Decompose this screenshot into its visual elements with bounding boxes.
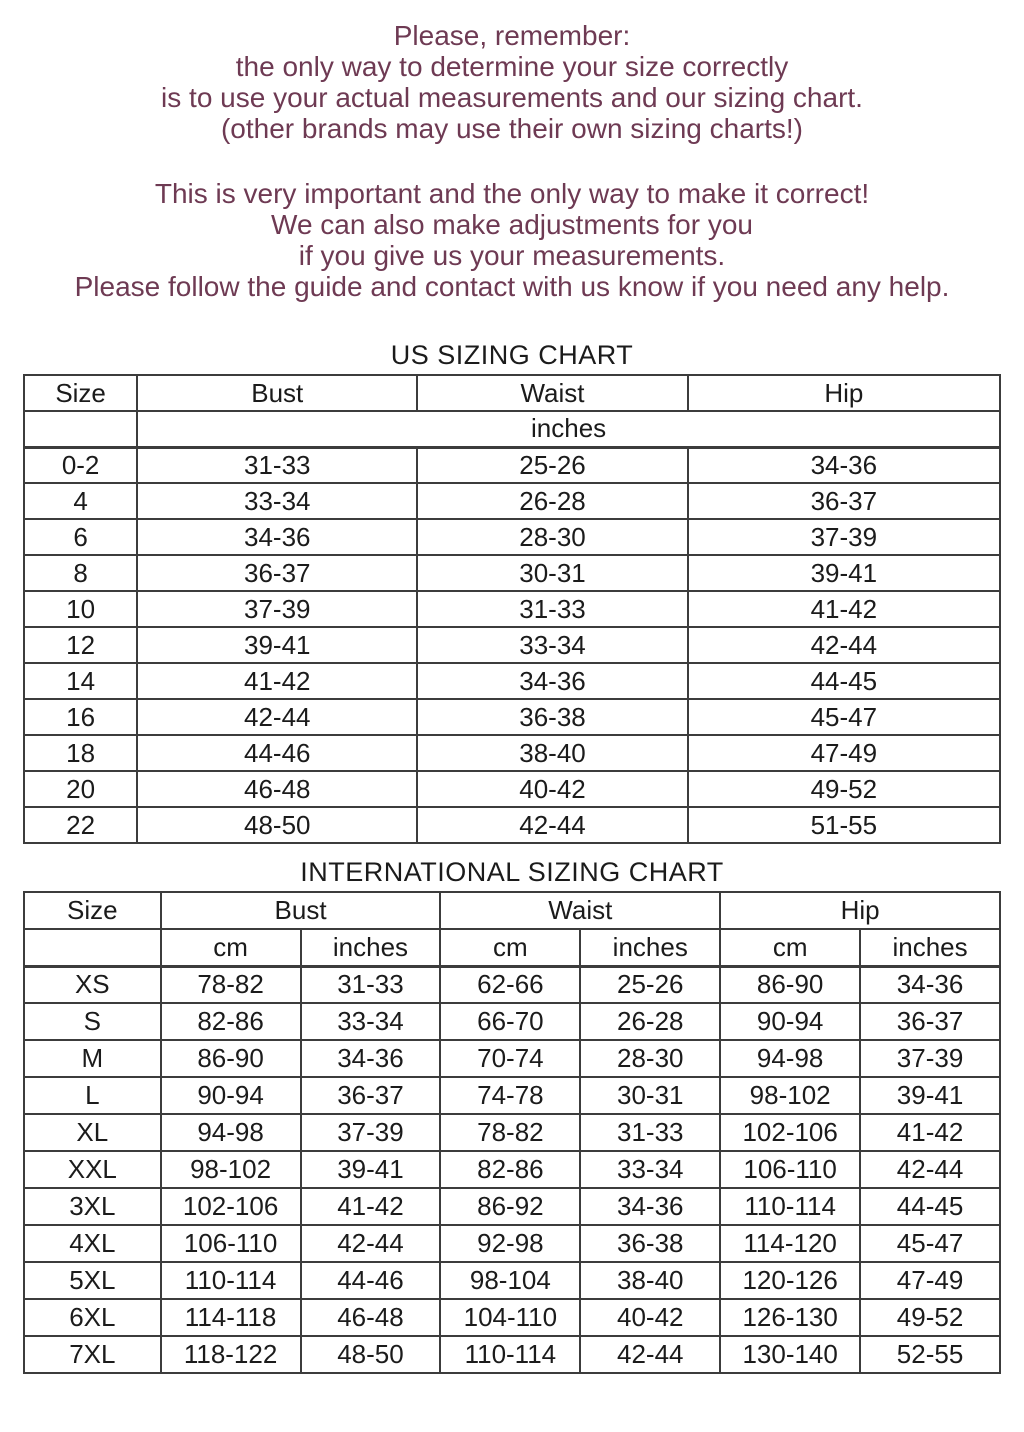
measurement-cell: 102-106	[720, 1114, 860, 1151]
measurement-cell: 110-114	[161, 1262, 301, 1299]
measurement-cell: 37-39	[137, 591, 417, 627]
table-row	[24, 447, 1000, 483]
measurement-cell: 86-92	[440, 1188, 580, 1225]
us-header-row	[24, 375, 1000, 411]
measurement-cell: 37-39	[301, 1114, 441, 1151]
measurement-cell: 38-40	[580, 1262, 720, 1299]
measurement-cell: 40-42	[417, 771, 687, 807]
measurement-cell: 36-37	[860, 1003, 1000, 1040]
measurement-cell: 92-98	[440, 1225, 580, 1262]
measurement-cell: 42-44	[417, 807, 687, 843]
hip-inches-label: inches	[860, 929, 1000, 966]
table-row	[24, 663, 1000, 699]
measurement-cell: 44-46	[301, 1262, 441, 1299]
measurement-cell: 39-41	[860, 1077, 1000, 1114]
us-units-cell: inches	[137, 411, 1000, 447]
measurement-cell: 44-45	[860, 1188, 1000, 1225]
table-row	[24, 627, 1000, 663]
measurement-cell: 33-34	[417, 627, 687, 663]
measurement-cell: 106-110	[161, 1225, 301, 1262]
measurement-cell: 45-47	[688, 699, 1000, 735]
measurement-cell: 40-42	[580, 1299, 720, 1336]
measurement-cell: 104-110	[440, 1299, 580, 1336]
measurement-cell: 36-38	[417, 699, 687, 735]
measurement-cell: 44-45	[688, 663, 1000, 699]
measurement-cell: 33-34	[137, 483, 417, 519]
measurement-cell: 51-55	[688, 807, 1000, 843]
measurement-cell: 78-82	[161, 966, 301, 1003]
international-sizing-table	[23, 891, 1001, 1374]
hip-cm-label: cm	[720, 929, 860, 966]
size-cell: S	[24, 1003, 161, 1040]
measurement-cell: 86-90	[720, 966, 860, 1003]
bust-inches-label: inches	[301, 929, 441, 966]
measurement-cell: 36-37	[137, 555, 417, 591]
measurement-cell: 118-122	[161, 1336, 301, 1373]
size-cell: XL	[24, 1114, 161, 1151]
table-row	[24, 1003, 1000, 1040]
size-cell: 22	[24, 807, 137, 843]
measurement-cell: 26-28	[417, 483, 687, 519]
intro-line: the only way to determine your size correctly	[235, 51, 789, 82]
measurement-cell: 74-78	[440, 1077, 580, 1114]
measurement-cell: 39-41	[688, 555, 1000, 591]
intro-paragraph-2	[0, 178, 1024, 302]
intro-paragraph-1	[0, 20, 1024, 144]
measurement-cell: 45-47	[860, 1225, 1000, 1262]
measurement-cell: 30-31	[417, 555, 687, 591]
measurement-cell: 42-44	[860, 1151, 1000, 1188]
size-cell: XS	[24, 966, 161, 1003]
measurement-cell: 34-36	[688, 447, 1000, 483]
measurement-cell: 82-86	[161, 1003, 301, 1040]
intl-col-waist: Waist	[440, 892, 720, 929]
us-units-row	[24, 411, 1000, 447]
measurement-cell: 49-52	[688, 771, 1000, 807]
measurement-cell: 62-66	[440, 966, 580, 1003]
measurement-cell: 33-34	[301, 1003, 441, 1040]
measurement-cell: 25-26	[417, 447, 687, 483]
measurement-cell: 98-104	[440, 1262, 580, 1299]
measurement-cell: 48-50	[137, 807, 417, 843]
measurement-cell: 82-86	[440, 1151, 580, 1188]
intl-table-header	[24, 892, 1000, 966]
measurement-cell: 130-140	[720, 1336, 860, 1373]
measurement-cell: 70-74	[440, 1040, 580, 1077]
intro-line: This is very important and the only way to make it correct!	[154, 178, 870, 209]
intl-table-body	[24, 966, 1000, 1373]
measurement-cell: 38-40	[417, 735, 687, 771]
measurement-cell: 39-41	[301, 1151, 441, 1188]
size-cell: 14	[24, 663, 137, 699]
measurement-cell: 34-36	[580, 1188, 720, 1225]
table-row	[24, 1262, 1000, 1299]
us-chart-title: US SIZING CHART	[390, 340, 634, 370]
size-cell: 5XL	[24, 1262, 161, 1299]
size-cell: 20	[24, 771, 137, 807]
measurement-cell: 94-98	[161, 1114, 301, 1151]
measurement-cell: 110-114	[720, 1188, 860, 1225]
measurement-cell: 39-41	[137, 627, 417, 663]
us-col-waist: Waist	[417, 375, 687, 411]
measurement-cell: 28-30	[580, 1040, 720, 1077]
table-row	[24, 1040, 1000, 1077]
size-cell: L	[24, 1077, 161, 1114]
table-row	[24, 1151, 1000, 1188]
table-row	[24, 1299, 1000, 1336]
measurement-cell: 28-30	[417, 519, 687, 555]
measurement-cell: 41-42	[688, 591, 1000, 627]
table-row	[24, 555, 1000, 591]
measurement-cell: 41-42	[860, 1114, 1000, 1151]
measurement-cell: 41-42	[301, 1188, 441, 1225]
measurement-cell: 33-34	[580, 1151, 720, 1188]
measurement-cell: 90-94	[161, 1077, 301, 1114]
measurement-cell: 31-33	[417, 591, 687, 627]
measurement-cell: 98-102	[161, 1151, 301, 1188]
measurement-cell: 49-52	[860, 1299, 1000, 1336]
intro-line: Please follow the guide and contact with us know if you need any help.	[74, 271, 950, 302]
measurement-cell: 25-26	[580, 966, 720, 1003]
measurement-cell: 42-44	[688, 627, 1000, 663]
intl-col-bust: Bust	[161, 892, 441, 929]
measurement-cell: 102-106	[161, 1188, 301, 1225]
measurement-cell: 44-46	[137, 735, 417, 771]
table-row	[24, 966, 1000, 1003]
measurement-cell: 31-33	[580, 1114, 720, 1151]
measurement-cell: 36-37	[301, 1077, 441, 1114]
intro-line: is to use your actual measurements and our sizing chart.	[161, 82, 863, 113]
intro-line: We can also make adjustments for you	[271, 209, 753, 240]
table-row	[24, 519, 1000, 555]
measurement-cell: 48-50	[301, 1336, 441, 1373]
table-row	[24, 807, 1000, 843]
size-cell: 6XL	[24, 1299, 161, 1336]
measurement-cell: 42-44	[137, 699, 417, 735]
us-table-header	[24, 375, 1000, 447]
size-cell: 4	[24, 483, 137, 519]
table-row	[24, 483, 1000, 519]
measurement-cell: 98-102	[720, 1077, 860, 1114]
intl-chart-title: INTERNATIONAL SIZING CHART	[300, 857, 724, 887]
empty-cell	[24, 929, 161, 966]
measurement-cell: 46-48	[301, 1299, 441, 1336]
intl-col-size: Size	[24, 892, 161, 929]
measurement-cell: 26-28	[580, 1003, 720, 1040]
bust-cm-label: cm	[161, 929, 301, 966]
measurement-cell: 78-82	[440, 1114, 580, 1151]
waist-inches-label: inches	[580, 929, 720, 966]
measurement-cell: 41-42	[137, 663, 417, 699]
measurement-cell: 34-36	[301, 1040, 441, 1077]
us-col-hip: Hip	[688, 375, 1000, 411]
measurement-cell: 31-33	[301, 966, 441, 1003]
size-cell: M	[24, 1040, 161, 1077]
measurement-cell: 47-49	[860, 1262, 1000, 1299]
measurement-cell: 66-70	[440, 1003, 580, 1040]
size-cell: 4XL	[24, 1225, 161, 1262]
measurement-cell: 52-55	[860, 1336, 1000, 1373]
table-row	[24, 591, 1000, 627]
table-row	[24, 1336, 1000, 1373]
table-row	[24, 1188, 1000, 1225]
measurement-cell: 86-90	[161, 1040, 301, 1077]
intl-header-row	[24, 892, 1000, 929]
size-cell: 10	[24, 591, 137, 627]
us-col-bust: Bust	[137, 375, 417, 411]
table-row	[24, 1077, 1000, 1114]
measurement-cell: 114-120	[720, 1225, 860, 1262]
size-cell: 8	[24, 555, 137, 591]
empty-cell	[24, 411, 137, 447]
measurement-cell: 36-38	[580, 1225, 720, 1262]
table-row	[24, 771, 1000, 807]
measurement-cell: 114-118	[161, 1299, 301, 1336]
measurement-cell: 47-49	[688, 735, 1000, 771]
measurement-cell: 34-36	[860, 966, 1000, 1003]
size-cell: 3XL	[24, 1188, 161, 1225]
size-cell: 16	[24, 699, 137, 735]
measurement-cell: 42-44	[580, 1336, 720, 1373]
intro-line: Please, remember:	[393, 20, 631, 51]
measurement-cell: 120-126	[720, 1262, 860, 1299]
sizing-guide-page	[0, 20, 1024, 1432]
size-cell: 0-2	[24, 447, 137, 483]
us-sizing-table	[23, 374, 1001, 844]
measurement-cell: 42-44	[301, 1225, 441, 1262]
measurement-cell: 36-37	[688, 483, 1000, 519]
intro-line: (other brands may use their own sizing charts!)	[220, 113, 804, 144]
table-row	[24, 1225, 1000, 1262]
measurement-cell: 90-94	[720, 1003, 860, 1040]
measurement-cell: 94-98	[720, 1040, 860, 1077]
measurement-cell: 31-33	[137, 447, 417, 483]
intro-text-block	[0, 20, 1024, 302]
measurement-cell: 106-110	[720, 1151, 860, 1188]
us-table-body	[24, 447, 1000, 843]
size-cell: 12	[24, 627, 137, 663]
table-row	[24, 699, 1000, 735]
measurement-cell: 37-39	[688, 519, 1000, 555]
measurement-cell: 37-39	[860, 1040, 1000, 1077]
table-row	[24, 735, 1000, 771]
size-cell: XXL	[24, 1151, 161, 1188]
intro-line: if you give us your measurements.	[298, 240, 726, 271]
size-cell: 18	[24, 735, 137, 771]
size-cell: 7XL	[24, 1336, 161, 1373]
table-row	[24, 1114, 1000, 1151]
measurement-cell: 34-36	[417, 663, 687, 699]
intl-col-hip: Hip	[720, 892, 1000, 929]
measurement-cell: 30-31	[580, 1077, 720, 1114]
measurement-cell: 46-48	[137, 771, 417, 807]
measurement-cell: 34-36	[137, 519, 417, 555]
size-cell: 6	[24, 519, 137, 555]
waist-cm-label: cm	[440, 929, 580, 966]
us-col-size: Size	[24, 375, 137, 411]
measurement-cell: 126-130	[720, 1299, 860, 1336]
measurement-cell: 110-114	[440, 1336, 580, 1373]
intl-units-row	[24, 929, 1000, 966]
